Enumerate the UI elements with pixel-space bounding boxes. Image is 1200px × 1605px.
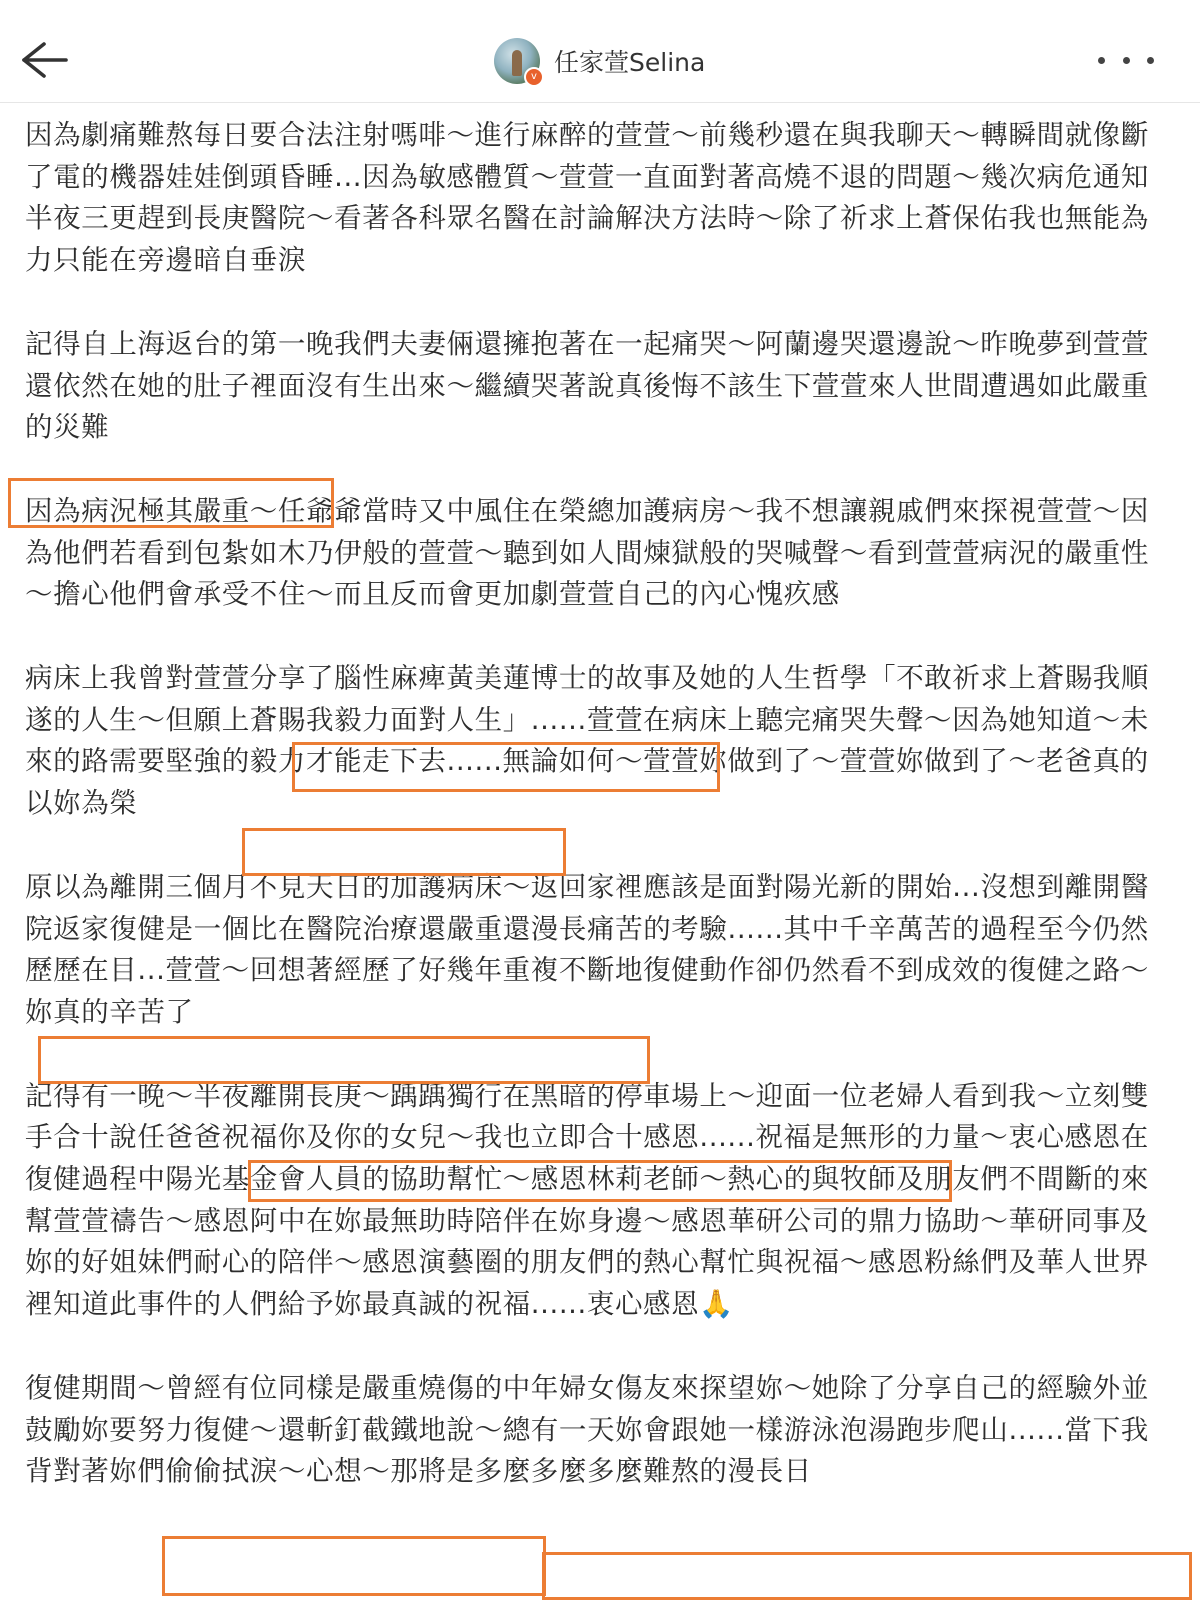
post-paragraph: 因為劇痛難熬每日要合法注射嗎啡～進行麻醉的萱萱～前幾秒還在與我聊天～轉瞬間就像斷了電的機器娃娃倒頭昏睡...因為敏感體質～萱萱一直面對著高燒不退的問題～幾次病危通知半夜三更趕到長庚醫院～看著各科眾名醫在討論解決方法時～除了祈求上蒼保佑我也無能為力只能在旁邊暗自垂淚 (25, 119, 1149, 277)
arrow-left-icon (14, 38, 70, 82)
highlight-box (542, 1552, 1192, 1600)
post-content (25, 115, 1155, 1535)
highlight-box (162, 1536, 546, 1596)
more-dots-icon (1098, 57, 1105, 64)
verified-badge: v (524, 67, 544, 87)
more-options-button[interactable] (1098, 44, 1154, 76)
post-paragraph: 因為病況極其嚴重～任爺爺當時又中風住在榮總加護病房～我不想讓親戚們來探視萱萱～因為他們若看到包紮如木乃伊般的萱萱～聽到如人間煉獄般的哭喊聲～看到萱萱病況的嚴重性～擔心他們會承受不住～而且反而會更加劇萱萱自己的內心愧疚感 (25, 494, 1149, 611)
account-name[interactable]: 任家萱Selina (554, 48, 706, 77)
more-dots-icon (1147, 57, 1154, 64)
account-profile[interactable] (494, 34, 705, 88)
back-button[interactable] (14, 38, 70, 82)
paragraph-text: 記得有一晚～半夜離開長庚～踽踽獨行在黑暗的停車場上～迎面一位老婦人看到我～立刻雙手合十說任爸爸祝福你及你的女兒～我也立即合十感恩......祝福是無形的力量～衷心感恩在復健過程中陽光基金會人員的協助幫忙～感恩林莉老師～熱心的與牧師及朋友們不間斷的來幫萱萱禱告～感恩阿中在妳最無助時陪伴在妳身邊～感恩華研公司的鼎力協助～華研同事及妳的好姐妹們耐心的陪伴～感恩演藝圈的朋友們的熱心幫忙與祝福～感恩粉絲們及華人世界裡知道此事件的人們給予妳最真誠的祝福......衷心感恩 (25, 1079, 1149, 1321)
folded-hands-icon: 🙏 (699, 1288, 735, 1321)
post-paragraph: 記得自上海返台的第一晚我們夫妻倆還擁抱著在一起痛哭～阿蘭邊哭還邊說～昨晚夢到萱萱還依然在她的肚子裡面沒有生出來～繼續哭著說真後悔不該生下萱萱來人世間遭遇如此嚴重的災難 (25, 327, 1149, 444)
post-paragraph: 病床上我曾對萱萱分享了腦性麻痺黃美蓮博士的故事及她的人生哲學「不敢祈求上蒼賜我順遂的人生～但願上蒼賜我毅力面對人生」......萱萱在病床上聽完痛哭失聲～因為她知道～未來的路需要堅強的毅力才能走下去......無論如何～萱萱妳做到了～萱萱妳做到了～老爸真的以妳為榮 (25, 662, 1149, 820)
avatar-photo (512, 50, 522, 76)
status-bar (0, 0, 1200, 14)
more-dots-icon (1123, 57, 1130, 64)
avatar[interactable] (494, 38, 540, 84)
post-paragraph: 原以為離開三個月不見天日的加護病床～返回家裡應該是面對陽光新的開始...沒想到離開醫院返家復健是一個比在醫院治療還嚴重還漫長痛苦的考驗......其中千辛萬苦的過程至今仍然歷歷在目...萱萱～回想著經歷了好幾年重複不斷地復健動作卻仍然看不到成效的復健之路～妳真的辛苦了 (25, 870, 1149, 1028)
post-header (0, 14, 1200, 103)
post-paragraph (25, 1076, 1155, 1326)
post-paragraph: 復健期間～曾經有位同樣是嚴重燒傷的中年婦女傷友來探望妳～她除了分享自己的經驗外並鼓勵妳要努力復健～還斬釘截鐵地說～總有一天妳會跟她一樣游泳泡湯跑步爬山......當下我背對著妳們偷偷拭淚～心想～那將是多麼多麼多麼難熬的漫長日 (25, 1371, 1149, 1488)
